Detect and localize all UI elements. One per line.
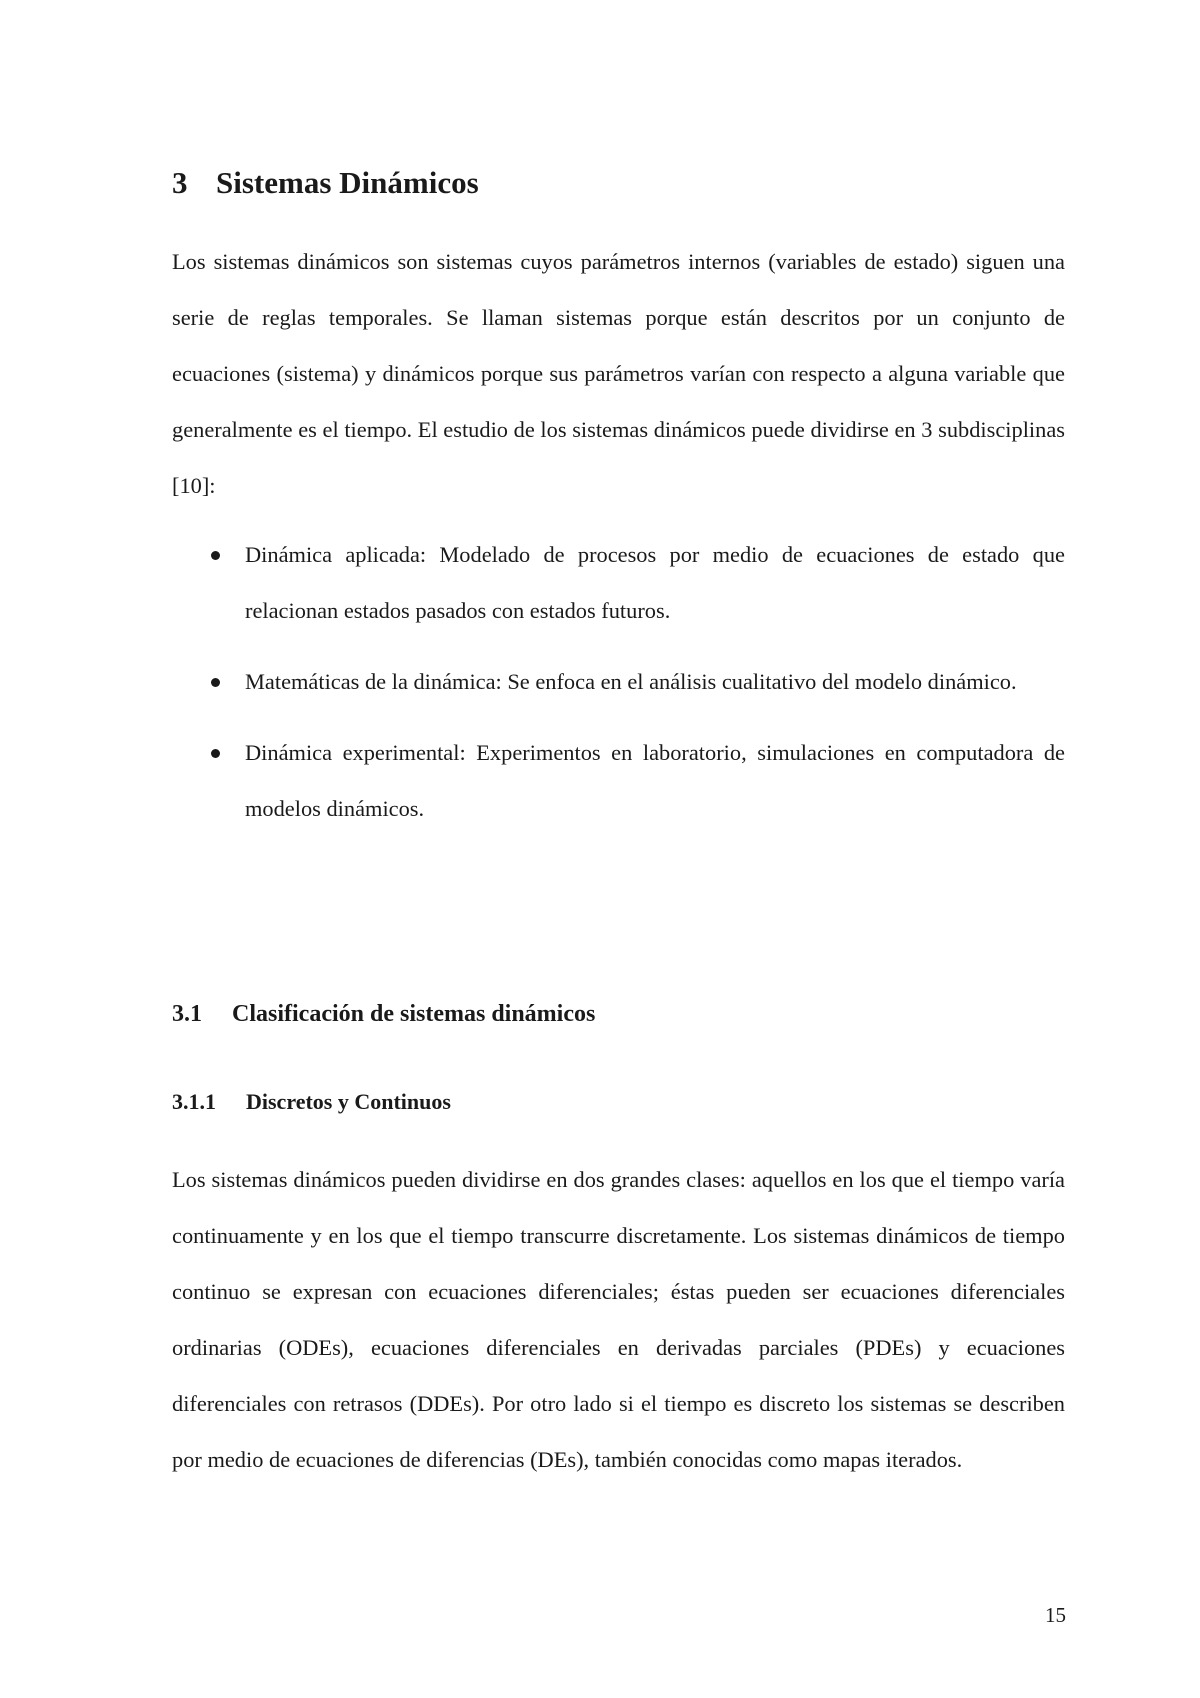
chapter-number: 3 <box>172 165 188 200</box>
bullet-text: Matemáticas de la dinámica: Se enfoca en el análisis cualitativo del modelo dinámico. <box>245 669 1017 694</box>
chapter-heading <box>172 163 479 203</box>
page-number: 15 <box>1045 1603 1066 1627</box>
subsection-number: 3.1.1 <box>172 1089 216 1114</box>
bullet-item <box>172 654 1065 710</box>
intro-paragraph: Los sistemas dinámicos son sistemas cuyos parámetros internos (variables de estado) siguen una serie de reglas temporales. Se llaman sistemas porque están descritos por un conjunto de ecuaciones (sistema) y dinámicos porque sus parámetros varían con respecto a alguna variable que generalmente es el tiempo. El estudio de los sistemas dinámicos puede dividirse en 3 subdisciplinas [10]: <box>172 249 1065 498</box>
bullet-dot-icon <box>211 678 220 687</box>
bullet-dot-icon <box>211 551 220 560</box>
section-title: Clasificación de sistemas dinámicos <box>232 1001 596 1027</box>
bullet-text: Dinámica experimental: Experimentos en laboratorio, simulaciones en computadora de modelos dinámicos. <box>245 740 1065 821</box>
bullet-dot-icon <box>211 749 220 758</box>
bullet-item <box>172 725 1065 837</box>
subsection-heading <box>172 1086 451 1118</box>
bullet-text: Dinámica aplicada: Modelado de procesos por medio de ecuaciones de estado que relacionan estados pasados con estados futuros. <box>245 542 1065 623</box>
subsection-title: Discretos y Continuos <box>246 1089 451 1114</box>
bullet-item <box>172 527 1065 639</box>
section-number: 3.1 <box>172 1001 202 1027</box>
chapter-title: Sistemas Dinámicos <box>216 165 479 200</box>
subsection-paragraph: Los sistemas dinámicos pueden dividirse en dos grandes clases: aquellos en los que el tiempo varía continuamente y en los que el tiempo transcurre discretamente. Los sistemas dinámicos de tiempo continuo se expresan con ecuaciones diferenciales; éstas pueden ser ecuaciones diferenciales ordinarias (ODEs), ecuaciones diferenciales en derivadas parciales (PDEs) y ecuaciones diferenciales con retrasos (DDEs). Por otro lado si el tiempo es discreto los sistemas se describen por medio de ecuaciones de diferencias (DEs), también conocidas como mapas iterados. <box>172 1167 1065 1472</box>
bullet-list <box>172 527 1065 852</box>
section-heading <box>172 997 595 1031</box>
